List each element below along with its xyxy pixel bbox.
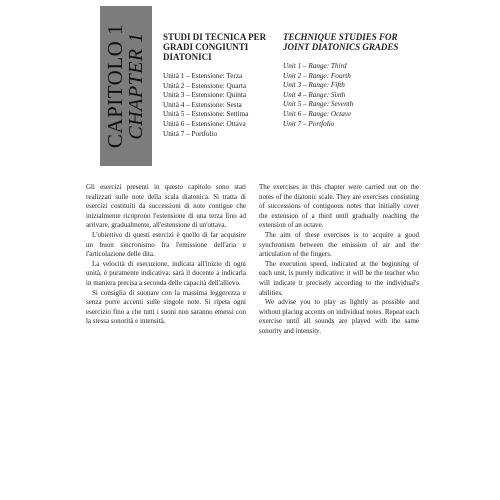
unit-list-item: Unit 7 – Portfolio	[283, 119, 335, 128]
unit-list-item: Unità 7 – Portfolio	[163, 129, 218, 138]
chapter-label	[105, 8, 147, 164]
unit-list-item: Unit 6 – Range: Octave	[283, 109, 352, 118]
unit-list-item: Unit 5 – Range: Seventh	[283, 100, 354, 109]
unit-list-item: Unità 6 – Estensione: Ottava	[163, 119, 246, 128]
body-paragraph: Si consiglia di suonare con la massima leggerezza e senza porre accenti sulle singole note. Si ripeta ogni esercizio fino a che tutti i suoni non saranno emessi con la stessa sonorità e intensità.	[86, 288, 246, 326]
english-unit-list	[283, 62, 418, 129]
unit-list-item: Unità 1 – Estensione: Terza	[163, 72, 243, 80]
chapter-band	[100, 6, 152, 166]
body-paragraph: The aim of these exercises is to acquire a good synchronism between the emission of air and the articulation of the fingers.	[259, 230, 419, 259]
english-heading	[283, 32, 418, 129]
unit-list-item: Unit 2 – Range: Fourth	[283, 71, 351, 80]
unit-list-item: Unità 5 – Estensione: Settima	[163, 110, 249, 119]
unit-list-item: Unit 4 – Range: Sixth	[283, 90, 346, 99]
unit-list-item: Unità 2 – Estensione: Quarta	[163, 81, 247, 90]
italian-heading	[163, 32, 298, 139]
body-paragraph: We advise you to play as lightly as possible and without placing accents on individual notes. Repeat each exercise until all sounds are played with the same sonority and intensity.	[259, 298, 419, 335]
italian-unit-list	[163, 72, 298, 139]
italian-title: STUDI DI TECNICA PER GRADI CONGIUNTI DIATONICI	[163, 32, 267, 62]
italian-body-text	[86, 183, 246, 327]
english-title: TECHNIQUE STUDIES FOR JOINT DIATONICS GRADES	[283, 32, 399, 52]
unit-list-item: Unità 3 – Estensione: Quinta	[163, 91, 247, 100]
unit-list-item: Unit 1 – Range: Third	[283, 62, 347, 70]
chapter-label-english: CHAPTER 1	[125, 32, 147, 140]
body-paragraph: L'obiettivo di questi esercizi è quello di far acquisire un buon sincronismo fra l'emissione dell'aria e l'articolazione delle dita.	[86, 230, 246, 259]
body-paragraph: La velocità di esecuzione, indicata all'inizio di ogni unità, è puramente indicativa: sarà il docente a indicarla in maniera precisa a seconda delle capacità dell'allievo.	[86, 259, 246, 287]
english-body-text	[259, 183, 419, 337]
body-paragraph: Gli esercizi presenti in questo capitolo sono stati realizzati sulle note della scala diatonica. Si tratta di esercizi costituiti da successioni di note contigue che inizialmente ricoprono l'estensione di una terza fino ad arrivare, gradualmente, all'estensione di un'ottava.	[86, 183, 246, 230]
body-paragraph: The execution speed, indicated at the beginning of each unit, is purely indicative: it will be the teacher who will indicate it precisely according to the individual's abilities.	[259, 259, 419, 297]
body-paragraph: The exercises in this chapter were carried out on the notes of the diatonic scale. They are exercises consisting of successions of contiguous notes that initially cover the extension of a third until gradually reaching the extension of an octave.	[259, 183, 419, 230]
unit-list-item: Unit 3 – Range: Fifth	[283, 81, 345, 90]
chapter-label-italian: CAPITOLO 1	[103, 23, 127, 149]
unit-list-item: Unità 4 – Estensione: Sesta	[163, 100, 242, 109]
